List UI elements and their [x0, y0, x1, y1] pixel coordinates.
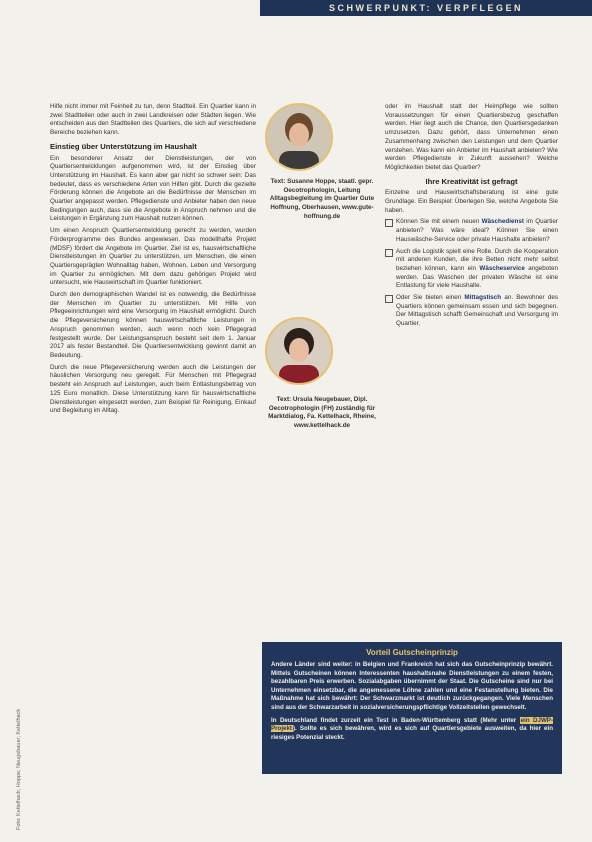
checklist-item: Auch die Logistik spielt eine Rolle. Durch die Kooperation mit anderen Kunden, die ihre Betten nicht mehr selbst beziehen können, kann ein Wäscheservice angeboten werden. Das Waschen der privaten Wäsche ist eine Entlastung für viele Haushalte.: [385, 248, 558, 292]
info-box-paragraph: In Deutschland findet zurzeit ein Test in Baden-Württemberg statt (Mehr unter ein DJWP-Projekt). Sollte es sich bewähren, wird es sich auf Quartiersgebiete ausweiten, da hier ein riesiges Potenzial steckt.: [271, 716, 553, 741]
paragraph: Durch die neue Pflegeversicherung werden auch die Leistungen der häuslichen Versorgung neu geregelt. Für Menschen mit Pflegegrad besteht ein Anspruch auf Leistungen, auch beim Entlastungsbetrag von 125 Euro monatlich. Diese Unterstützung kann für hauswirtschaftliche Dienstleistungen eingesetzt werden, zum Beispiel für Reinigung, Einkauf und Begleitung im Alltag.: [50, 363, 256, 415]
info-box: [262, 642, 562, 774]
intro-paragraph: Hilfe nicht immer mit Feinheit zu tun, denn Stadtteil. Ein Quartier kann in zwei Stadtteilen oder auch in zwei Landkreisen oder Städten liegen. Wie entscheiden aus den Stadtteilen des Quartiers, die sich auf verschiedene Bereiche beziehen kann.: [50, 103, 256, 137]
paragraph: Durch den demographischen Wandel ist es notwendig, die Bedürfnisse der Menschen im Quartier zu unterstützen. Mit Hilfe von Pflegeeinrichtungen wird eine Versorgung im Haushalt ermöglicht. Durch die Pflegeversicherung können hauswirtschaftliche Leistungen in Anspruch genommen werden, auch wenn noch kein Pflegegrad festgestellt wurde. Der Leistungsanspruch besteht seit dem 1. Januar 2017 als fester Bestandteil. Die Quartiersentwicklung gewinnt damit an Bedeutung.: [50, 291, 256, 359]
project-link[interactable]: ein DJWP-Projekt: [271, 716, 553, 733]
subheading: Einstieg über Unterstützung im Haushalt: [50, 141, 197, 151]
author-credit: Text: Susanne Hoppe, staatl. gepr. Oecotrophologin, Leitung Alltagsbegleitung im Quartier Gute Hoffnung, Oberhausen, www.gute-hoffnung.de: [269, 178, 375, 220]
photo-credit: Foto: Kettelhack; Hoppe; Neugebauer; Kettelhack: [16, 708, 22, 830]
checkbox-icon: [385, 249, 393, 257]
left-column: [50, 103, 256, 419]
section-header: SCHWERPUNKT: VERPFLEGEN: [260, 0, 592, 16]
checklist-item: Oder Sie bieten einen Mittagstisch an. Bewohner des Quartiers können gemeinsam essen und sich begegnen. Der Mittagstisch schafft Gemeinschaft und Versorgung im Quartier.: [385, 294, 558, 329]
subheading: Ihre Kreativität ist gefragt: [425, 176, 518, 186]
right-column: [385, 103, 558, 332]
info-box-title: Vorteil Gutscheinprinzip: [366, 648, 458, 657]
paragraph: Um einen Anspruch Quartiersentwicklung gerecht zu werden, wurden Förderprogramme des Bundes angewiesen. Das modellhafte Projekt (MDSF) fördert die Angebote im Quartier. Ziel ist es, hauswirtschaftliche Dienstleistungen im Quartier zu unterstützen, um Menschen, die einen Quartiersgeprägten Wohnalltag haben, Wohnen, Leben und Versorgung im Quartier zu ermöglichen. Mit dem dazu gehörigen Projekt wird untersucht, wie Hauswirtschaft im Quartier funktioniert.: [50, 227, 256, 287]
paragraph: Ein besonderer Ansatz der Dienstleistungen, der von Quartiersentwicklungen aufgenommen wird, ist der Einstieg über Unterstützung im Haushalt. Es kann aber gar nicht so schwer sein: Das bedeutet, dass es verschiedene Arten von Hilfen gibt. Durch die gezielte Förderung können die Angebote an die Bedürfnisse der Menschen im Quartier angepasst werden. Pflegedienste und Anbieter haben den neue Bedingungen auch, dass sie die Angebote in Anspruch nehmen und die Leistungen in Ergänzung zum Haushalt nutzen können.: [50, 154, 256, 223]
info-box-paragraph: Andere Länder sind weiter: in Belgien und Frankreich hat sich das Gutscheinprinzip bewährt. Mittels Gutscheinen können Interessenten haushaltsnahe Dienstleistungen zu einem festen, bezahlbaren Preis erwerben. Sozialabgaben übernimmt der Staat. Die Gutscheine sind nur bei Unternehmen einsetzbar, die angemessene Löhne zahlen und eine Festanstellung bieten. Die Maßnahme hat sich bewährt: Der Schwarzmarkt ist deutlich zurückgegangen. Viele Menschen sind aus der Schwarzarbeit in sozialversicherungspflichtige Vollzeitstellen gewechselt.: [271, 661, 553, 711]
checkbox-icon: [385, 295, 393, 303]
author-portrait-1: [265, 103, 333, 171]
author-credit: Text: Ursula Neugebauer, Dipl. Oecotrophologin (FH) zuständig für Marktdialog, Fa. Kettelhack, Rheine, www.kettelhack.de: [268, 396, 376, 430]
checkbox-icon: [385, 219, 393, 227]
portrait-image: [267, 105, 331, 169]
checklist-item: Können Sie mit einem neuen Wäschedienst im Quartier anbieten? Was wäre ideal? Können Sie einen Hauswäsche-Service oder private Haushalte anbieten?: [385, 218, 558, 244]
author-portrait-2: [265, 317, 333, 385]
paragraph: Einzelne und Hauswirtschaftsberatung ist eine gute Grundlage. Ein Beispiel: Überlegen Sie, welche Angebote Sie haben.: [385, 189, 558, 214]
portrait-image: [267, 319, 331, 383]
intro-paragraph: oder im Haushalt statt der Heimpflege wie sollten Voraussetzungen für einen Quartiersbezug geschaffen werden. Hier liegt auch die Chance, den Quartiersgedanken umzusetzen. Dazu gehört, dass Unternehmen einen Zusammenhang zwischen den Leistungen und dem Quartier verstehen. Was kann ein Anbieter im Haushalt anbieten? Wie werden Pflegedienste in Zukunft aussehen? Welche Möglichkeiten bietet das Quartier?: [385, 103, 558, 171]
